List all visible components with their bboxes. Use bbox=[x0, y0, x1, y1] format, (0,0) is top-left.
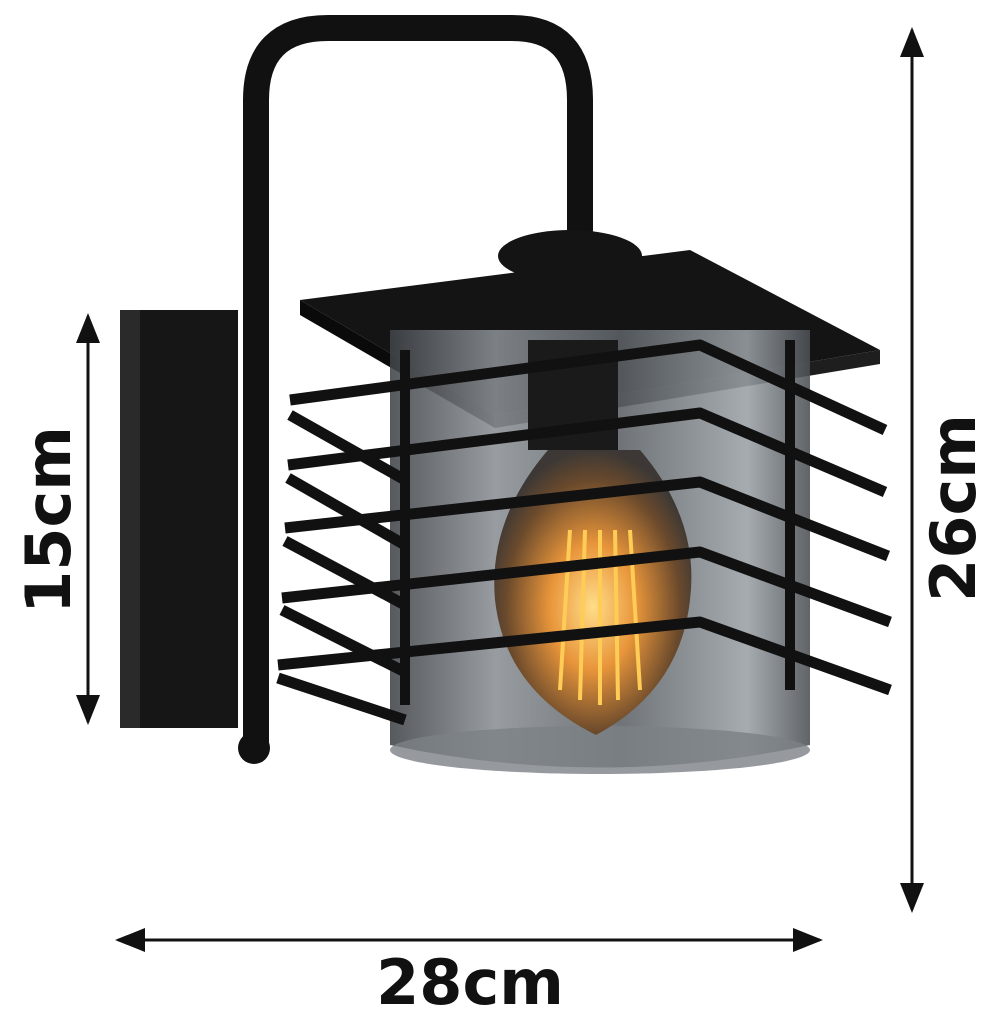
total-width-label: 28cm bbox=[376, 946, 564, 1019]
total-height-label: 26cm bbox=[917, 414, 990, 602]
arm-end-knob bbox=[238, 732, 270, 764]
lamp-illustration bbox=[120, 28, 890, 774]
backplate-height-label: 15cm bbox=[12, 426, 85, 614]
